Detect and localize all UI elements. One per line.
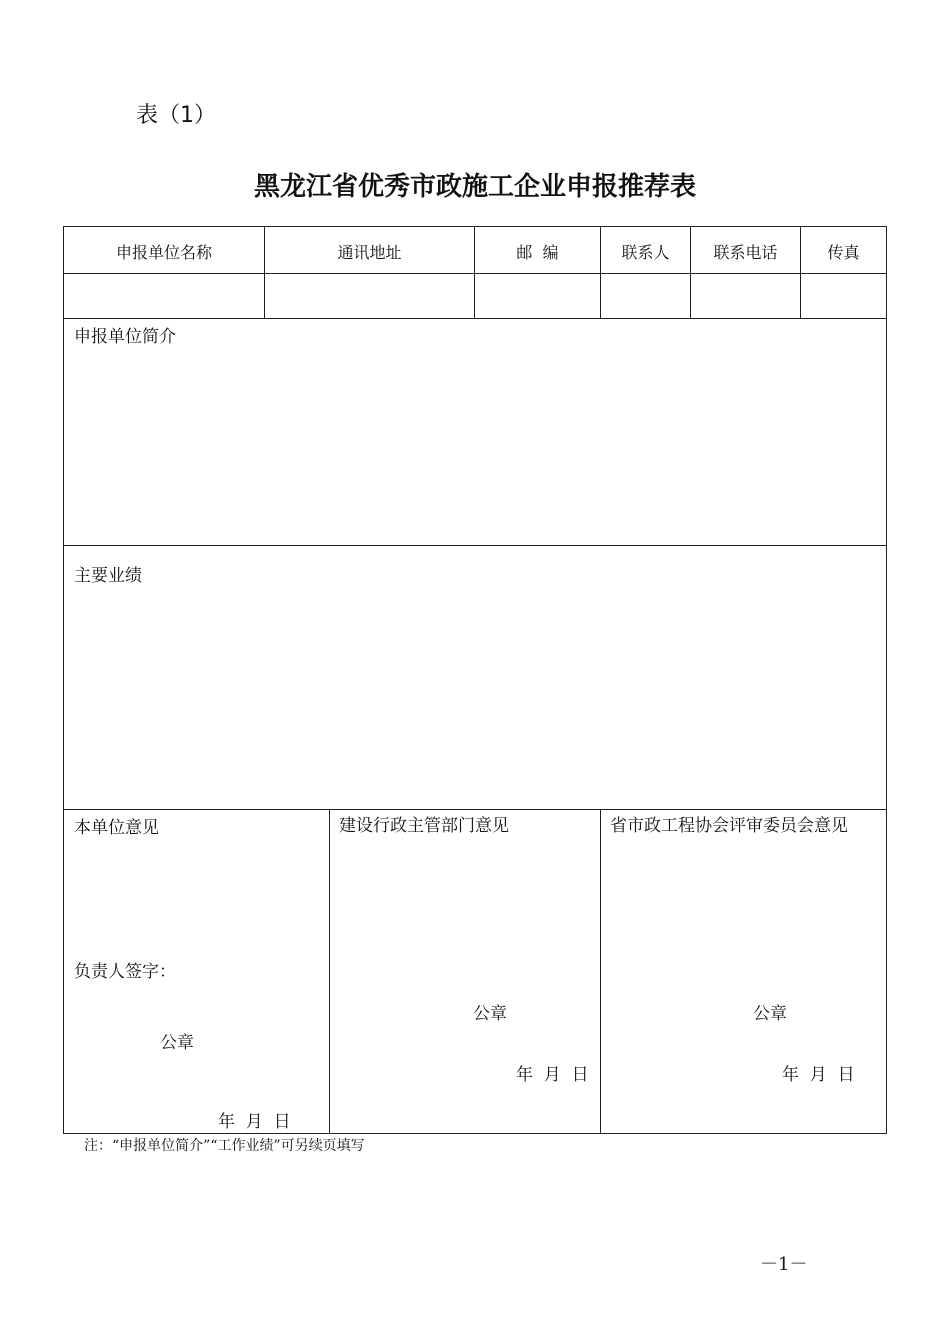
unit-name-cell[interactable] — [64, 274, 264, 318]
page-title: 黑龙江省优秀市政施工企业申报推荐表 — [253, 172, 696, 202]
col-header-address: 通讯地址 — [337, 243, 402, 262]
col-header-phone: 联系电话 — [713, 243, 778, 262]
intro-field[interactable] — [64, 346, 886, 544]
col-header-postcode: 邮 编 — [516, 243, 559, 262]
col-header-unit-name: 申报单位名称 — [115, 243, 212, 262]
phone-cell[interactable] — [691, 274, 800, 318]
col-header-fax: 传真 — [827, 243, 860, 262]
assoc-opinion-label: 省市政工程协会评审委员会意见 — [610, 816, 848, 836]
unit-opinion-label: 本单位意见 — [74, 818, 159, 838]
form-number: 表（1） — [136, 103, 216, 128]
postcode-cell[interactable] — [475, 274, 600, 318]
admin-opinion-label: 建设行政主管部门意见 — [339, 816, 509, 836]
assoc-seal-label: 公章 — [753, 1004, 787, 1024]
unit-seal-label: 公章 — [160, 1033, 194, 1053]
col-header-contact: 联系人 — [621, 243, 670, 262]
achievements-label: 主要业绩 — [74, 566, 142, 586]
footnote: 注：“申报单位简介”“工作业绩”可另续页填写 — [84, 1138, 365, 1154]
contact-cell[interactable] — [601, 274, 690, 318]
fax-cell[interactable] — [801, 274, 886, 318]
page-number: －1－ — [760, 1254, 808, 1275]
address-cell[interactable] — [265, 274, 474, 318]
unit-date-label: 年 月 日 — [218, 1112, 291, 1132]
admin-seal-label: 公章 — [473, 1004, 507, 1024]
achievements-field[interactable] — [64, 586, 886, 808]
unit-signature-label: 负责人签字： — [74, 962, 176, 982]
intro-label: 申报单位简介 — [74, 327, 176, 347]
assoc-date-label: 年 月 日 — [782, 1065, 855, 1085]
admin-date-label: 年 月 日 — [516, 1065, 589, 1085]
